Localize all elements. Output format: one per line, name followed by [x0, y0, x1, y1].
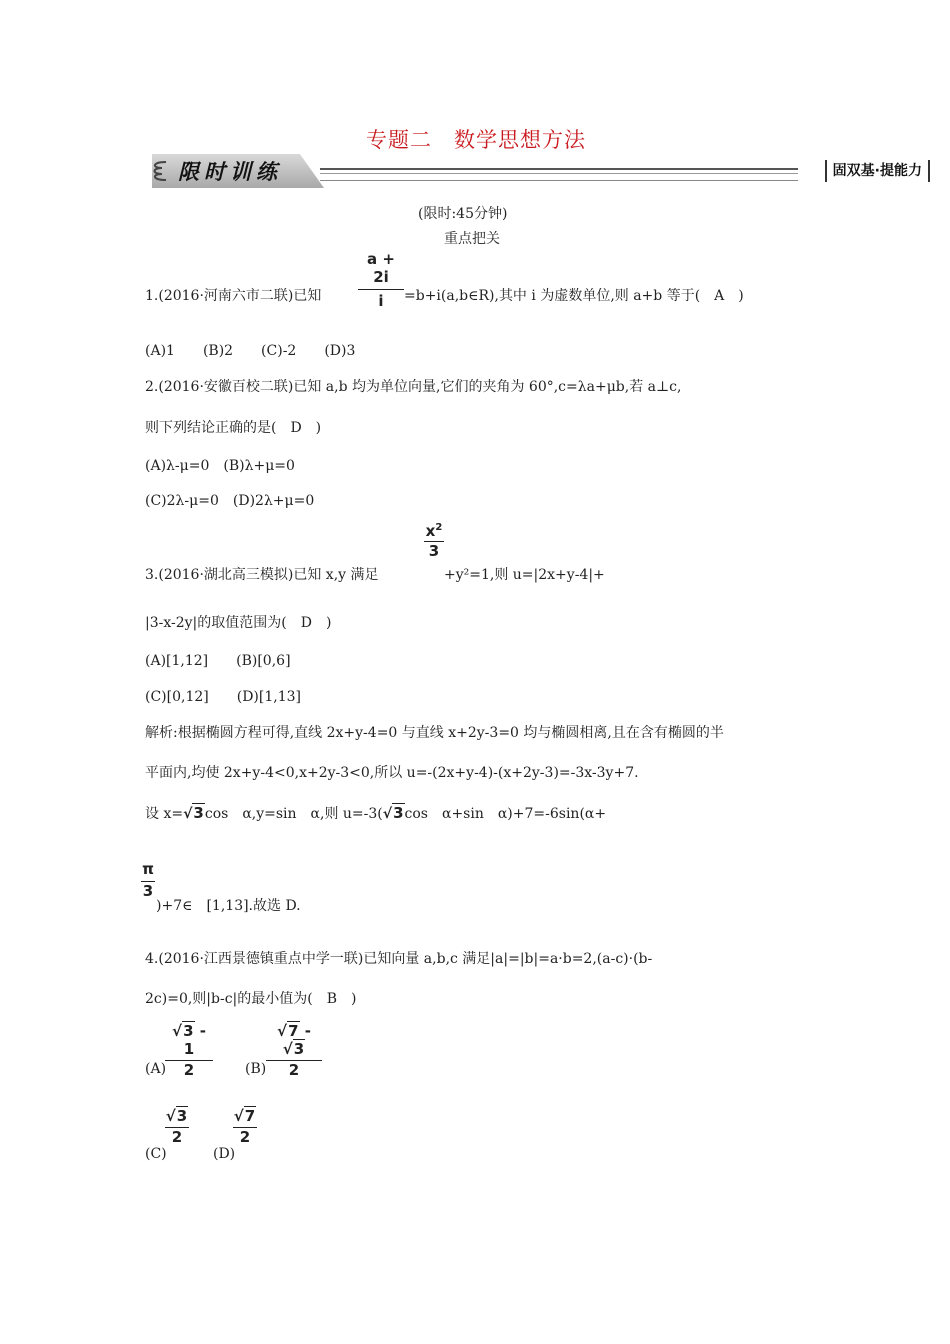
q3-frac-den: 3 — [428, 542, 440, 560]
q4-line1: 4.(2016·江西景德镇重点中学一联)已知向量 a,b,c 满足|a|=|b|=a·b=2,(a-c)·(b- — [145, 951, 653, 967]
q3-options-1: (A)[1,12] (B)[0,6] — [145, 653, 291, 669]
q1-fraction — [358, 250, 404, 310]
q4-option-a-label: (A) — [145, 1061, 167, 1077]
q3-sqrt3-b: 3 — [393, 804, 404, 822]
banner-rule — [320, 168, 798, 181]
q2-options-2: (C)2λ-μ=0 (D)2λ+μ=0 — [145, 493, 315, 509]
q3-solution-1: 解析:根据椭圆方程可得,直线 2x+y-4=0 与直线 x+2y-3=0 均与椭圆相离,且在含有椭圆的半 — [145, 725, 724, 741]
q4-option-d-fraction: √7 2 — [233, 1107, 256, 1146]
banner-tab-label: 限时训练 — [178, 160, 282, 184]
q3-pi: π — [142, 860, 154, 878]
q3-frac-sup: 2 — [435, 522, 443, 533]
q3-pi-fraction — [141, 860, 155, 900]
q2-line1: 2.(2016·安徽百校二联)已知 a,b 均为单位向量,它们的夹角为 60°,c=λa+μb,若 a⊥c, — [145, 379, 682, 395]
q4-option-d-label: (D) — [213, 1146, 236, 1162]
q3-solution-3: 设 x=√3cos α,y=sin α,则 u=-3(√3cos α+sin α)+7=-6sin(α+ — [145, 804, 607, 822]
q3-suffix: +y²=1,则 u=|2x+y-4|+ — [444, 567, 605, 583]
q1-frac-num: a + 2i — [367, 250, 395, 286]
q1-prefix: 1.(2016·河南六市二联)已知 — [145, 288, 322, 304]
q4-d-radicand: 7 — [244, 1107, 256, 1125]
q3-prefix: 3.(2016·湖北高三模拟)已知 x,y 满足 — [145, 567, 379, 583]
q4-option-b-label: (B) — [245, 1061, 267, 1077]
q4-a-rest: - 1 — [183, 1022, 206, 1058]
swirl-icon — [148, 158, 170, 184]
q4-a-den: 2 — [183, 1061, 195, 1079]
q4-option-b-fraction: √7 - √3 2 — [266, 1022, 322, 1079]
q1-options: (A)1 (B)2 (C)-2 (D)3 — [145, 343, 356, 359]
time-limit: (限时:45分钟) — [418, 206, 508, 222]
q3-solution-4: )+7∈ [1,13].故选 D. — [156, 898, 301, 914]
section-heading: 重点把关 — [444, 231, 500, 247]
q3-sol3-c: cos α+sin α)+7=-6sin(α+ — [404, 806, 607, 822]
q3-solution-2: 平面内,均使 2x+y-4<0,x+2y-3<0,所以 u=-(2x+y-4)-(x+2y-3)=-3x-3y+7. — [145, 765, 639, 781]
section-banner — [148, 152, 930, 190]
q4-option-c-label: (C) — [145, 1146, 167, 1162]
q1-suffix: =b+i(a,b∈R),其中 i 为虚数单位,则 a+b 等于( A ) — [404, 288, 744, 304]
q3-sol3-a: 设 x= — [145, 806, 184, 822]
q4-b-mid: - — [299, 1022, 311, 1040]
q4-option-a-fraction: √3 - 1 2 — [165, 1022, 213, 1079]
q4-b-radicand-1: 7 — [288, 1022, 299, 1040]
q4-b-radicand-2: 3 — [293, 1040, 305, 1058]
q2-line2: 则下列结论正确的是( D ) — [145, 420, 322, 436]
q3-sqrt3-a: 3 — [193, 804, 204, 822]
q3-fraction — [424, 522, 444, 560]
q3-pi-den: 3 — [142, 882, 154, 900]
q4-c-radicand: 3 — [176, 1107, 188, 1125]
q4-line2: 2c)=0,则|b-c|的最小值为( B ) — [145, 991, 357, 1007]
q4-option-c-fraction: √3 2 — [165, 1107, 188, 1146]
q4-a-radicand: 3 — [183, 1022, 194, 1040]
q4-c-den: 2 — [171, 1128, 183, 1146]
q1-frac-den: i — [378, 292, 384, 310]
q3-frac-num: x — [425, 522, 436, 540]
page-title: 专题二 数学思想方法 — [366, 128, 586, 152]
banner-right-label: 固双基·提能力 — [825, 160, 930, 182]
q3-line2: |3-x-2y|的取值范围为( D ) — [145, 615, 332, 631]
q4-b-den: 2 — [288, 1061, 300, 1079]
q2-options-1: (A)λ-μ=0 (B)λ+μ=0 — [145, 458, 295, 474]
q3-options-2: (C)[0,12] (D)[1,13] — [145, 689, 301, 705]
q3-sol3-b: cos α,y=sin α,则 u=-3( — [204, 806, 383, 822]
q4-d-den: 2 — [239, 1128, 251, 1146]
